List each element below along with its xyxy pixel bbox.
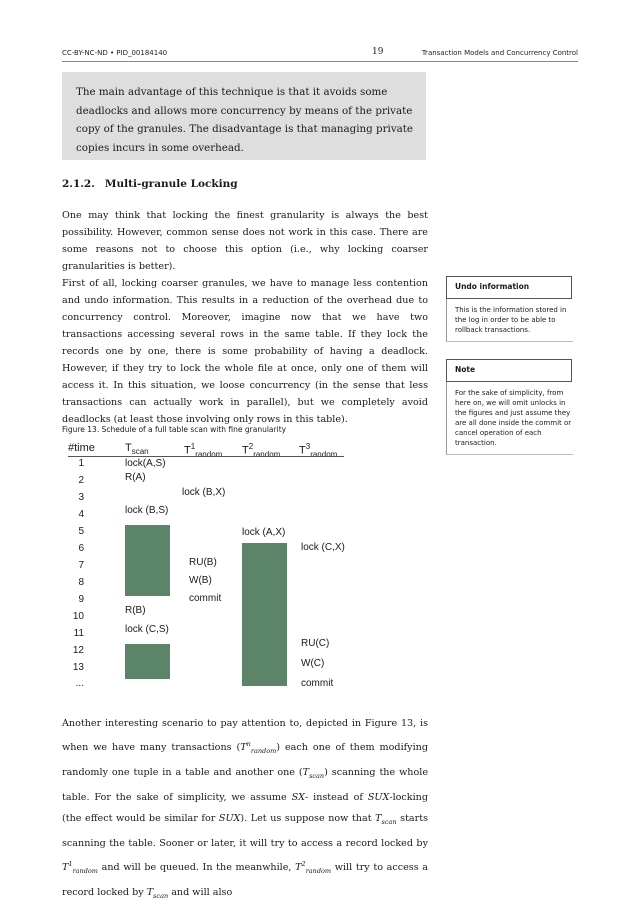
scan-op: lock (B,S) <box>125 505 169 516</box>
schedule-figure <box>62 438 362 690</box>
random1-op: RU(B) <box>189 557 217 568</box>
license-id: CC-BY-NC-ND • PID_00184140 <box>62 49 168 57</box>
sidenote-body: This is the information stored in the log in order to be able to rollback transactions. <box>446 299 573 342</box>
col-header-random1: $T^1_{random}$ <box>184 442 223 459</box>
time-cell: 11 <box>73 628 84 639</box>
page-number: 19 <box>372 47 384 57</box>
time-cell: 8 <box>78 577 84 588</box>
random2-op: lock (A,X) <box>242 527 286 538</box>
col-header-random2: $T^2_{random}$ <box>242 442 281 459</box>
wait-bar <box>125 644 170 679</box>
random3-op: RU(C) <box>301 638 330 649</box>
paragraph-coarse-granules: First of all, locking coarser granules, we have to manage less contention and undo information. This results in a reduction of the overhead due to concurrency control. Moreover, imagine now that we have two transactions accessing several rows in the same table. If they lock the records one by one, there is some probability of having a deadlock. However, if they try to lock the whole file at once, only one of them will access it. In this situation, we loose concurrency (in the sense that less transactions can actually work in parallel), but we completely avoid deadlocks (at least those involving only rows in this table). <box>62 278 428 425</box>
wait-bar <box>242 543 287 686</box>
time-cell: 6 <box>78 543 84 554</box>
random1-op: W(B) <box>189 575 212 586</box>
sidenote-undo <box>446 276 572 342</box>
time-cell: 9 <box>78 594 84 605</box>
scan-op: R(A) <box>125 472 146 483</box>
time-cell: 5 <box>78 526 84 537</box>
paragraph-intro: One may think that locking the finest granularity is always the best possibility. However, common sense does not work in this case. There are some reasons not to choose this option (i.e., why locking coarser granularities is better). <box>62 210 428 272</box>
chapter-title: Transaction Models and Concurrency Control <box>421 49 578 57</box>
time-cell: 7 <box>78 560 84 571</box>
section-number: 2.1.2. <box>62 178 95 190</box>
section-heading <box>62 178 248 190</box>
scan-op: R(B) <box>125 605 146 616</box>
scan-op: lock(A,S) <box>125 458 166 469</box>
col-header-random3: $T^3_{random}$ <box>299 442 338 459</box>
figure-caption: Figure 13. Schedule of a full table scan with fine granularity <box>62 425 287 434</box>
random1-op: lock (B,X) <box>182 487 226 498</box>
sidenote-body: For the sake of simplicity, from here on, we will omit unlocks in the figures and just assume they are all done inside the commit or cancel operation of each transaction. <box>446 382 573 455</box>
time-cell: ... <box>75 678 84 689</box>
random3-op: lock (C,X) <box>301 542 345 553</box>
time-cell: 4 <box>78 509 84 520</box>
header-rule <box>68 456 344 457</box>
time-cell: 10 <box>72 611 84 622</box>
random3-op: W(C) <box>301 658 325 669</box>
header-divider <box>62 61 578 62</box>
time-cell: 1 <box>78 458 84 469</box>
wait-bar <box>125 525 170 596</box>
random3-op: commit <box>301 678 334 689</box>
col-header-time: #time <box>68 442 95 454</box>
sidenote-note <box>446 359 572 455</box>
callout-box <box>62 72 426 160</box>
running-header <box>62 47 578 61</box>
col-header-scan: $T_{scan}$ <box>125 442 149 457</box>
time-cell: 12 <box>72 645 84 656</box>
paragraph-scenario: Another interesting scenario to pay attention to, depicted in Figure 13, is when we have many transactions $(T^n_{random})$ each one of them modifying randomly one tuple in a table and another one $(T_{scan})$ scanning the whole table. For the sake of simplicity, we assume SX- instead of SUX-locking (the effect would be similar for SUX). Let us suppose now that $T_{scan}$ starts scanning the table. Sooner or later, it will try to access a record locked by $T^1_{random}$ and will be queued. In the meanwhile, $T^2_{random}$ will try to access a record locked by $T_{scan}$ and will also <box>62 718 429 900</box>
sidenote-title: Note <box>446 359 572 382</box>
time-cell: 2 <box>78 475 84 486</box>
callout-text: The main advantage of this technique is that it avoids some deadlocks and allows more concurrency by means of the private copy of the granules. The disadvantage is that managing private copies incurs in some overhead. <box>76 86 414 154</box>
sidenote-title: Undo information <box>446 276 572 299</box>
section-title: Multi-granule Locking <box>104 178 238 190</box>
time-cell: 3 <box>78 492 84 503</box>
time-cell: 13 <box>72 662 84 673</box>
scan-op: lock (C,S) <box>125 624 169 635</box>
random1-op: commit <box>189 593 222 604</box>
